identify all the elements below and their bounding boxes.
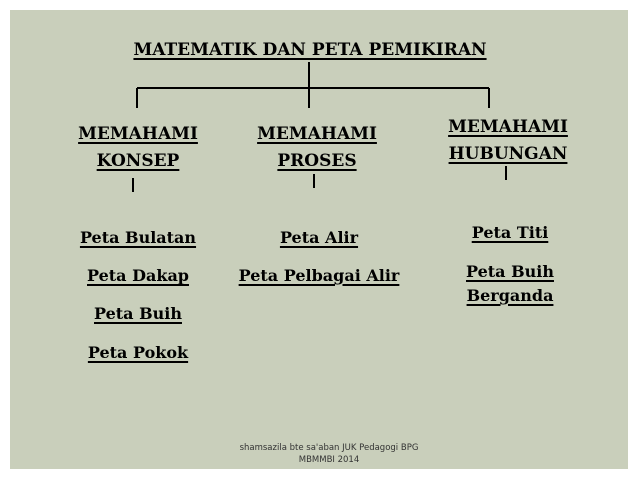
heading-line2: PROSES [277, 151, 357, 171]
heading-line1: MEMAHAMI [448, 117, 568, 137]
heading-memahami-konsep [58, 121, 218, 175]
heading-line1: MEMAHAMI [257, 124, 377, 144]
slide [10, 10, 628, 469]
heading-line1: MEMAHAMI [78, 124, 198, 144]
heading-line2: KONSEP [96, 151, 180, 171]
item-peta-pelbagai-alir: Peta Pelbagai Alir [238, 266, 400, 285]
item-peta-buih-berganda-line2: Berganda [466, 286, 554, 305]
item-peta-titi: Peta Titi [471, 223, 549, 242]
heading-memahami-hubungan [428, 114, 588, 168]
item-peta-pokok: Peta Pokok [87, 343, 189, 362]
item-peta-alir: Peta Alir [279, 228, 359, 247]
heading-memahami-proses [237, 121, 397, 175]
footer-line1: shamsazila bte sa'aban JUK Pedagogi BPG [239, 443, 419, 453]
heading-line2: HUBUNGAN [448, 144, 568, 164]
item-peta-bulatan: Peta Bulatan [79, 228, 197, 247]
item-peta-buih-berganda-line1: Peta Buih [466, 262, 554, 281]
diagram-title: MATEMATIK DAN PETA PEMIKIRAN [133, 40, 487, 60]
item-peta-dakap: Peta Dakap [87, 266, 189, 285]
footer-line2: MBMMBI 2014 [298, 455, 360, 465]
item-peta-buih: Peta Buih [94, 304, 182, 323]
footer-credit [210, 442, 448, 466]
